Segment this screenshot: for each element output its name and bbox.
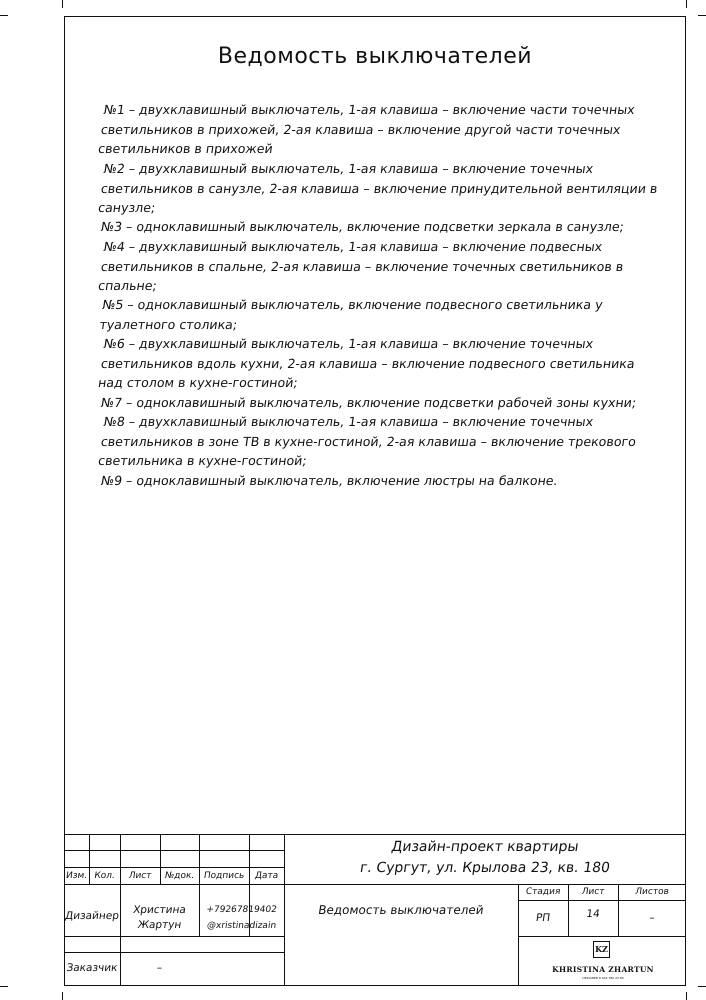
crop-mark: [698, 15, 706, 16]
designer-name-1: Христина: [132, 904, 187, 916]
document-title: Ведомость выключателей: [217, 44, 533, 69]
header-kol: Кол.: [93, 871, 116, 881]
sheet-name: Ведомость выключателей: [317, 903, 485, 917]
switch-item-9: №9 – одноклавишный выключатель, включение люстры на балконе.: [99, 472, 559, 488]
customer-value: –: [156, 962, 163, 974]
crop-mark: [698, 986, 706, 987]
stage-value: РП: [535, 912, 551, 924]
switch-item-8: №8 – двухклавишный выключатель, 1-ая клавиша – включение точечных светильников в зоне ТВ в кухне-гостиной, 2-ая клавиша – включение трекового светильника в кухне-гостиной;: [97, 414, 638, 468]
project-title-line2: г. Сургут, ул. Крылова 23, кв. 180: [358, 860, 611, 876]
switch-item-4: №4 – двухклавишный выключатель, 1-ая клавиша – включение подвесных светильников в спальне, 2-ая клавиша – включение точечных светильников в спальне;: [97, 238, 625, 293]
switch-item-1: №1 – двухклавишный выключатель, 1-ая клавиша – включение части точечных светильников в прихожей, 2-ая клавиша – включение другой части точечных светильников в прихожей: [97, 102, 636, 156]
switch-item-6: №6 – двухклавишный выключатель, 1-ая клавиша – включение точечных светильников вдоль кухни, 2-ая клавиша – включение подвесного светильника над столом в кухне-гостиной;: [97, 336, 636, 390]
sheet-value: 14: [585, 908, 601, 920]
header-ndok: №док.: [164, 871, 195, 881]
switch-item-5: №5 – одноклавишный выключатель, включение подвесного светильника у туалетного столика;: [98, 297, 604, 332]
header-podpis: Подпись: [203, 871, 245, 881]
sheets-label: Листов: [634, 887, 670, 897]
customer-label: Заказчик: [65, 962, 119, 974]
header-list: Лист: [127, 871, 153, 881]
switch-item-2: №2 – двухклавишный выключатель, 1-ая клавиша – включение точечных светильников в санузле, 2-ая клавиша – включение принудительной вентиляции в санузле;: [97, 160, 659, 215]
logo-mark: KZ: [593, 941, 610, 958]
designer-phone: +79267819402: [205, 905, 278, 915]
title-block: [64, 834, 686, 986]
crop-mark: [686, 992, 687, 1000]
crop-mark: [0, 15, 8, 16]
crop-mark: [0, 986, 8, 987]
switch-item-3: №3 – одноклавишный выключатель, включение подсветки зеркала в санузле;: [99, 219, 626, 234]
designer-label: Дизайнер: [64, 910, 120, 922]
crop-mark: [62, 992, 63, 1000]
sheet-label: Лист: [580, 887, 606, 897]
project-title-line1: Дизайн-проект квартиры: [390, 839, 580, 855]
switch-item-7: №7 – одноклавишный выключатель, включение подсветки рабочей зоны кухни;: [99, 394, 638, 410]
logo-subtitle: DESIGNER 8 916 780 23 80: [582, 976, 624, 980]
header-izm: Изм.: [65, 871, 88, 881]
designer-handle: @xristinadizain: [206, 921, 277, 931]
stage-label: Стадия: [525, 887, 561, 897]
switch-list: [97, 100, 661, 490]
sheets-value: –: [648, 912, 656, 924]
crop-mark: [62, 0, 63, 8]
logo-text: KHRISTINA ZHARTUN: [552, 965, 654, 974]
designer-name-2: Жартун: [136, 919, 183, 931]
header-data: Дата: [254, 871, 279, 881]
crop-mark: [686, 0, 687, 8]
